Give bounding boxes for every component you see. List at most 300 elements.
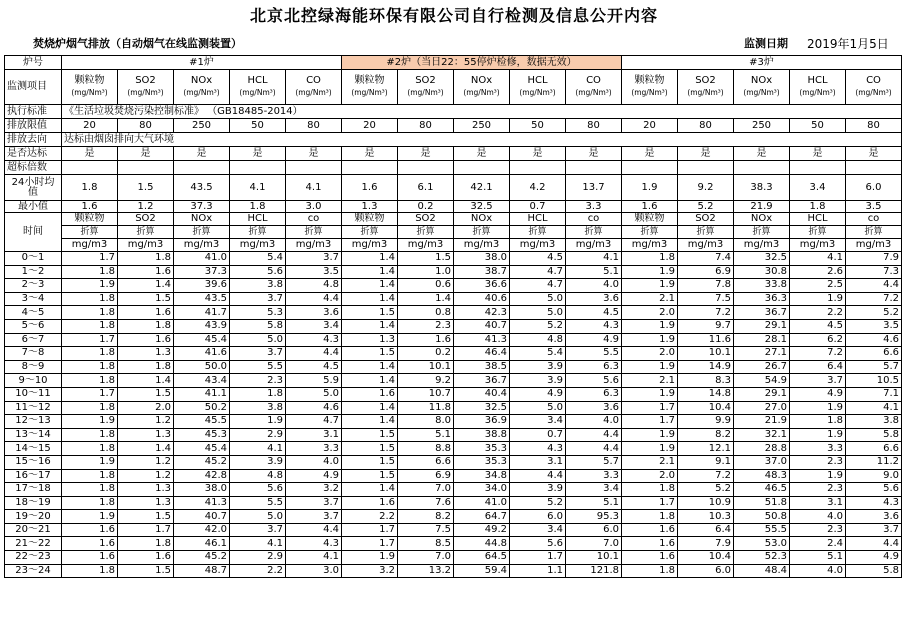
- hour-value: 2.3: [790, 455, 846, 469]
- hour-value: 5.0: [510, 306, 566, 320]
- pollutant-unit: (mg/Nm³): [463, 88, 500, 97]
- hour-value: 33.8: [734, 279, 790, 293]
- hour-value: 0.7: [510, 428, 566, 442]
- hour-value: 3.0: [286, 564, 342, 578]
- hour-value: 4.4: [510, 469, 566, 483]
- hour-label: 10～11: [5, 387, 62, 401]
- standard-row: [5, 105, 902, 119]
- hour-value: 1.3: [118, 347, 174, 361]
- hour-value: 1.5: [118, 292, 174, 306]
- hour-label: 20～21: [5, 523, 62, 537]
- hour-value: 40.7: [174, 510, 230, 524]
- hour-value: 11.2: [846, 455, 902, 469]
- hour-value: 1.4: [342, 415, 398, 429]
- hour-label: 17～18: [5, 483, 62, 497]
- hour-value: 8.0: [398, 415, 454, 429]
- hour-value: 4.8: [286, 279, 342, 293]
- hour-value: 1.8: [62, 292, 118, 306]
- pollutant-unit: (mg/Nm³): [239, 88, 276, 97]
- hour-value: 1.9: [622, 442, 678, 456]
- hour-value: 1.7: [510, 551, 566, 565]
- hour-value: 1.8: [622, 483, 678, 497]
- unit-label: mg/m3: [286, 239, 342, 252]
- hour-value: 50.2: [174, 401, 230, 415]
- hour-label: 4～5: [5, 306, 62, 320]
- unit-label: mg/m3: [510, 239, 566, 252]
- min-row: [5, 201, 902, 213]
- unit-label: mg/m3: [678, 239, 734, 252]
- hour-value: 5.5: [230, 496, 286, 510]
- hour-value: 2.3: [398, 319, 454, 333]
- hour-value: 1.5: [342, 442, 398, 456]
- hour-value: 6.6: [846, 442, 902, 456]
- hour-value: 1.4: [118, 279, 174, 293]
- limit-value: 80: [398, 119, 454, 133]
- hour-value: 1.6: [62, 523, 118, 537]
- pollutant-unit: (mg/Nm³): [687, 88, 724, 97]
- hour-value: 3.1: [510, 455, 566, 469]
- hour-value: 14.8: [678, 387, 734, 401]
- compliant-value: 是: [398, 147, 454, 161]
- pollutant-header: [622, 70, 678, 105]
- min-value: 1.6: [622, 201, 678, 213]
- hour-value: 1.8: [62, 469, 118, 483]
- date-value: 2019年1月5日: [807, 37, 889, 51]
- hour-row: [5, 537, 902, 551]
- hour-value: 41.6: [174, 347, 230, 361]
- hour-value: 4.4: [566, 442, 622, 456]
- unit-label: mg/m3: [734, 239, 790, 252]
- hour-value: 1.6: [62, 537, 118, 551]
- hour-value: 1.4: [342, 483, 398, 497]
- hour-row: [5, 469, 902, 483]
- min-value: 1.8: [790, 201, 846, 213]
- hour-value: 1.9: [62, 415, 118, 429]
- hour-value: 4.8: [230, 469, 286, 483]
- hour-value: 5.0: [286, 387, 342, 401]
- hour-value: 45.2: [174, 455, 230, 469]
- hour-value: 3.7: [230, 347, 286, 361]
- hour-value: 5.8: [230, 319, 286, 333]
- pollutant-header: [846, 70, 902, 105]
- hour-value: 44.8: [454, 537, 510, 551]
- hour-value: 46.4: [454, 347, 510, 361]
- min-value: 1.3: [342, 201, 398, 213]
- hour-value: 1.9: [790, 292, 846, 306]
- hour-label: 22～23: [5, 551, 62, 565]
- hour-value: 7.2: [846, 292, 902, 306]
- hour-value: 1.9: [622, 428, 678, 442]
- hour-value: 4.3: [286, 333, 342, 347]
- compliant-value: 是: [230, 147, 286, 161]
- hour-label: 15～16: [5, 455, 62, 469]
- hour-value: 5.6: [230, 483, 286, 497]
- hour-value: 1.2: [118, 455, 174, 469]
- avg24-value: 1.9: [622, 175, 678, 201]
- hour-label: 23～24: [5, 564, 62, 578]
- avg24-value: 1.6: [342, 175, 398, 201]
- hour-value: 1.7: [342, 537, 398, 551]
- limit-value: 250: [174, 119, 230, 133]
- hour-value: 1.4: [398, 292, 454, 306]
- furnace-header: #1炉: [62, 56, 342, 70]
- report-subtitle: 焚烧炉烟气排放（自动烟气在线监测装置）: [33, 37, 242, 50]
- hour-value: 1.9: [230, 415, 286, 429]
- hour-value: 1.8: [62, 374, 118, 388]
- hour-value: 1.8: [62, 265, 118, 279]
- limit-value: 20: [622, 119, 678, 133]
- hour-value: 4.8: [510, 333, 566, 347]
- compliant-value: 是: [62, 147, 118, 161]
- exceed-value: [846, 161, 902, 175]
- hour-value: 7.8: [678, 279, 734, 293]
- hour-value: 1.4: [342, 319, 398, 333]
- pollutant-unit: (mg/Nm³): [855, 88, 892, 97]
- hour-value: 27.0: [734, 401, 790, 415]
- min-value: 32.5: [454, 201, 510, 213]
- hour-value: 3.7: [230, 523, 286, 537]
- hour-label: 16～17: [5, 469, 62, 483]
- unit-label: mg/m3: [342, 239, 398, 252]
- hour-value: 6.4: [678, 523, 734, 537]
- hour-value: 1.4: [118, 374, 174, 388]
- avg24-value: 1.5: [118, 175, 174, 201]
- hour-value: 4.5: [510, 252, 566, 266]
- pollutant-name: 颗粒物: [634, 75, 665, 86]
- hour-value: 21.9: [734, 415, 790, 429]
- hour-value: 7.1: [846, 387, 902, 401]
- hour-value: 2.2: [790, 306, 846, 320]
- min-value: 3.5: [846, 201, 902, 213]
- hour-value: 48.7: [174, 564, 230, 578]
- min-value: 21.9: [734, 201, 790, 213]
- monitor-row: [5, 70, 902, 105]
- hour-value: 5.0: [230, 510, 286, 524]
- hour-value: 1.8: [62, 483, 118, 497]
- hour-value: 1.9: [62, 455, 118, 469]
- hour-value: 4.4: [286, 523, 342, 537]
- hour-value: 7.0: [398, 483, 454, 497]
- hour-value: 45.3: [174, 428, 230, 442]
- furnace-header: #3炉: [622, 56, 902, 70]
- hour-value: 5.4: [230, 252, 286, 266]
- hour-row: [5, 415, 902, 429]
- hour-value: 5.1: [566, 496, 622, 510]
- hour-value: 52.3: [734, 551, 790, 565]
- hour-label: 18～19: [5, 496, 62, 510]
- hour-label: 2～3: [5, 279, 62, 293]
- hour-value: 2.3: [790, 483, 846, 497]
- unit-label: mg/m3: [118, 239, 174, 252]
- hour-value: 6.6: [846, 347, 902, 361]
- hour-value: 11.8: [398, 401, 454, 415]
- hour-value: 27.1: [734, 347, 790, 361]
- pollutant-unit: (mg/Nm³): [127, 88, 164, 97]
- label-limit: 排放限值: [5, 119, 62, 133]
- pollutant-unit: (mg/Nm³): [799, 88, 836, 97]
- compliant-value: 是: [454, 147, 510, 161]
- hour-value: 1.5: [342, 455, 398, 469]
- time-pollutant-name: 颗粒物: [622, 213, 678, 226]
- hour-value: 5.8: [846, 564, 902, 578]
- hour-value: 50.8: [734, 510, 790, 524]
- exceed-value: [286, 161, 342, 175]
- hour-row: [5, 523, 902, 537]
- hour-label: 8～9: [5, 360, 62, 374]
- hour-value: 1.9: [622, 387, 678, 401]
- label-time: 时间: [5, 213, 62, 252]
- min-value: 0.7: [510, 201, 566, 213]
- hour-value: 3.7: [286, 496, 342, 510]
- pollutant-header: [454, 70, 510, 105]
- hour-value: 9.7: [678, 319, 734, 333]
- pollutant-name: HCL: [527, 75, 548, 86]
- pollutant-header: [174, 70, 230, 105]
- hour-value: 3.6: [846, 510, 902, 524]
- hour-value: 1.8: [62, 319, 118, 333]
- hour-value: 38.5: [454, 360, 510, 374]
- hour-value: 4.4: [846, 537, 902, 551]
- pollutant-unit: (mg/Nm³): [631, 88, 668, 97]
- conv-label: 折算: [398, 226, 454, 239]
- hour-value: 1.8: [62, 428, 118, 442]
- unit-label: mg/m3: [230, 239, 286, 252]
- hour-row: [5, 292, 902, 306]
- hour-value: 2.6: [790, 265, 846, 279]
- hour-value: 5.2: [846, 306, 902, 320]
- hour-value: 2.1: [622, 292, 678, 306]
- compliant-value: 是: [286, 147, 342, 161]
- hour-value: 5.5: [230, 360, 286, 374]
- hour-value: 10.1: [566, 551, 622, 565]
- compliant-value: 是: [510, 147, 566, 161]
- time-pollutant-name: HCL: [230, 213, 286, 226]
- hour-value: 40.6: [454, 292, 510, 306]
- hour-value: 4.6: [286, 401, 342, 415]
- hour-label: 3～4: [5, 292, 62, 306]
- hour-value: 1.8: [622, 564, 678, 578]
- unit-label: mg/m3: [62, 239, 118, 252]
- hour-value: 4.9: [790, 387, 846, 401]
- hour-label: 19～20: [5, 510, 62, 524]
- hour-value: 2.1: [622, 455, 678, 469]
- pollutant-unit: (mg/Nm³): [407, 88, 444, 97]
- hour-value: 3.3: [790, 442, 846, 456]
- hour-label: 9～10: [5, 374, 62, 388]
- hour-value: 64.5: [454, 551, 510, 565]
- label-discharge: 排放去向: [5, 133, 62, 147]
- hour-value: 1.8: [62, 347, 118, 361]
- hour-value: 54.9: [734, 374, 790, 388]
- pollutant-header: [398, 70, 454, 105]
- hour-value: 9.2: [398, 374, 454, 388]
- hour-value: 5.1: [566, 265, 622, 279]
- hour-value: 1.6: [118, 333, 174, 347]
- hour-row: [5, 442, 902, 456]
- hour-value: 4.4: [286, 292, 342, 306]
- pollutant-name: SO2: [135, 75, 156, 86]
- hour-value: 3.9: [230, 455, 286, 469]
- hour-value: 41.7: [174, 306, 230, 320]
- avg24-row: [5, 175, 902, 201]
- hour-value: 40.7: [454, 319, 510, 333]
- unit-label: mg/m3: [174, 239, 230, 252]
- hour-value: 37.0: [734, 455, 790, 469]
- compliant-row: [5, 147, 902, 161]
- hour-value: 5.6: [510, 537, 566, 551]
- furnace-header: #2炉（当日22：55停炉检修，数据无效）: [342, 56, 622, 70]
- hour-value: 32.1: [734, 428, 790, 442]
- hour-value: 1.5: [118, 510, 174, 524]
- hour-value: 42.8: [174, 469, 230, 483]
- pollutant-header: [118, 70, 174, 105]
- hour-value: 2.0: [622, 306, 678, 320]
- hour-row: [5, 510, 902, 524]
- hour-value: 6.3: [566, 360, 622, 374]
- hour-value: 1.2: [118, 469, 174, 483]
- hour-value: 5.6: [230, 265, 286, 279]
- hour-value: 43.9: [174, 319, 230, 333]
- conv-label: 折算: [566, 226, 622, 239]
- page-title: 北京北控绿海能环保有限公司自行检测及信息公开内容: [249, 6, 658, 25]
- hour-value: 4.4: [566, 428, 622, 442]
- pollutant-name: NOx: [190, 75, 213, 86]
- pollutant-header: [678, 70, 734, 105]
- pollutant-name: CO: [306, 75, 321, 86]
- hour-value: 1.3: [118, 496, 174, 510]
- exceed-value: [566, 161, 622, 175]
- hour-row: [5, 374, 902, 388]
- compliant-value: 是: [118, 147, 174, 161]
- hour-value: 4.0: [790, 510, 846, 524]
- hour-value: 7.9: [846, 252, 902, 266]
- pollutant-header: [286, 70, 342, 105]
- hour-value: 1.8: [118, 537, 174, 551]
- hour-value: 10.1: [678, 347, 734, 361]
- hour-value: 38.7: [454, 265, 510, 279]
- pollutant-unit: (mg/Nm³): [519, 88, 556, 97]
- exceed-value: [510, 161, 566, 175]
- avg24-value: 6.0: [846, 175, 902, 201]
- hour-value: 46.1: [174, 537, 230, 551]
- hour-value: 4.1: [846, 401, 902, 415]
- compliant-value: 是: [174, 147, 230, 161]
- hour-row: [5, 265, 902, 279]
- hour-value: 5.2: [510, 496, 566, 510]
- unit-label: mg/m3: [622, 239, 678, 252]
- hour-value: 5.6: [846, 483, 902, 497]
- time-pollutant-name: 颗粒物: [342, 213, 398, 226]
- compliant-value: 是: [734, 147, 790, 161]
- hour-value: 1.6: [118, 306, 174, 320]
- hour-value: 9.9: [678, 415, 734, 429]
- min-value: 1.2: [118, 201, 174, 213]
- hour-value: 8.2: [678, 428, 734, 442]
- hour-value: 8.8: [398, 442, 454, 456]
- hour-value: 34.8: [454, 469, 510, 483]
- compliant-value: 是: [846, 147, 902, 161]
- hour-value: 1.7: [62, 252, 118, 266]
- hour-value: 49.2: [454, 523, 510, 537]
- hour-value: 14.9: [678, 360, 734, 374]
- hour-value: 1.4: [342, 401, 398, 415]
- hour-value: 2.0: [622, 347, 678, 361]
- hour-value: 43.5: [174, 292, 230, 306]
- exceed-value: [342, 161, 398, 175]
- hour-value: 6.9: [398, 469, 454, 483]
- exceed-value: [790, 161, 846, 175]
- hour-value: 7.2: [678, 469, 734, 483]
- exceed-value: [230, 161, 286, 175]
- hour-value: 1.3: [342, 333, 398, 347]
- hour-value: 7.0: [566, 537, 622, 551]
- hour-row: [5, 551, 902, 565]
- hour-value: 3.8: [846, 415, 902, 429]
- pollutant-name: HCL: [807, 75, 828, 86]
- label-standard: 执行标准: [5, 105, 62, 119]
- hour-value: 3.6: [566, 401, 622, 415]
- hour-row: [5, 387, 902, 401]
- compliant-value: 是: [622, 147, 678, 161]
- avg24-value: 6.1: [398, 175, 454, 201]
- hour-value: 35.3: [454, 442, 510, 456]
- hour-value: 1.9: [62, 279, 118, 293]
- hour-value: 2.0: [622, 469, 678, 483]
- conv-label: 折算: [678, 226, 734, 239]
- limit-value: 50: [790, 119, 846, 133]
- pollutant-name: CO: [866, 75, 881, 86]
- hour-value: 5.0: [510, 401, 566, 415]
- hour-value: 41.1: [174, 387, 230, 401]
- hour-value: 1.9: [790, 469, 846, 483]
- hour-value: 5.0: [510, 292, 566, 306]
- unit-label: mg/m3: [566, 239, 622, 252]
- label-min: 最小值: [5, 201, 62, 213]
- hour-value: 5.9: [286, 374, 342, 388]
- limit-value: 80: [846, 119, 902, 133]
- hour-value: 29.1: [734, 319, 790, 333]
- hour-value: 5.7: [846, 360, 902, 374]
- hour-value: 1.6: [118, 551, 174, 565]
- min-value: 1.6: [62, 201, 118, 213]
- hour-value: 3.4: [286, 319, 342, 333]
- hour-value: 1.6: [622, 537, 678, 551]
- hour-value: 36.7: [734, 306, 790, 320]
- hour-value: 2.3: [790, 523, 846, 537]
- hour-value: 42.3: [454, 306, 510, 320]
- hour-value: 1.8: [622, 510, 678, 524]
- hour-value: 4.1: [790, 252, 846, 266]
- conv-label: 折算: [622, 226, 678, 239]
- avg24-value: 1.8: [62, 175, 118, 201]
- hour-value: 10.4: [678, 551, 734, 565]
- subheader: [0, 34, 908, 54]
- hour-value: 4.0: [566, 279, 622, 293]
- standard-text: 《生活垃圾焚烧污染控制标准》 （GB18485-2014）: [62, 105, 902, 119]
- hour-value: 4.7: [510, 279, 566, 293]
- hour-value: 29.1: [734, 387, 790, 401]
- pollutant-unit: (mg/Nm³): [575, 88, 612, 97]
- exceed-value: [678, 161, 734, 175]
- hour-value: 7.2: [790, 347, 846, 361]
- hour-value: 4.7: [286, 415, 342, 429]
- exceed-value: [454, 161, 510, 175]
- hour-value: 34.0: [454, 483, 510, 497]
- hour-value: 26.7: [734, 360, 790, 374]
- hour-value: 48.3: [734, 469, 790, 483]
- hour-value: 1.5: [342, 469, 398, 483]
- hour-value: 1.8: [62, 564, 118, 578]
